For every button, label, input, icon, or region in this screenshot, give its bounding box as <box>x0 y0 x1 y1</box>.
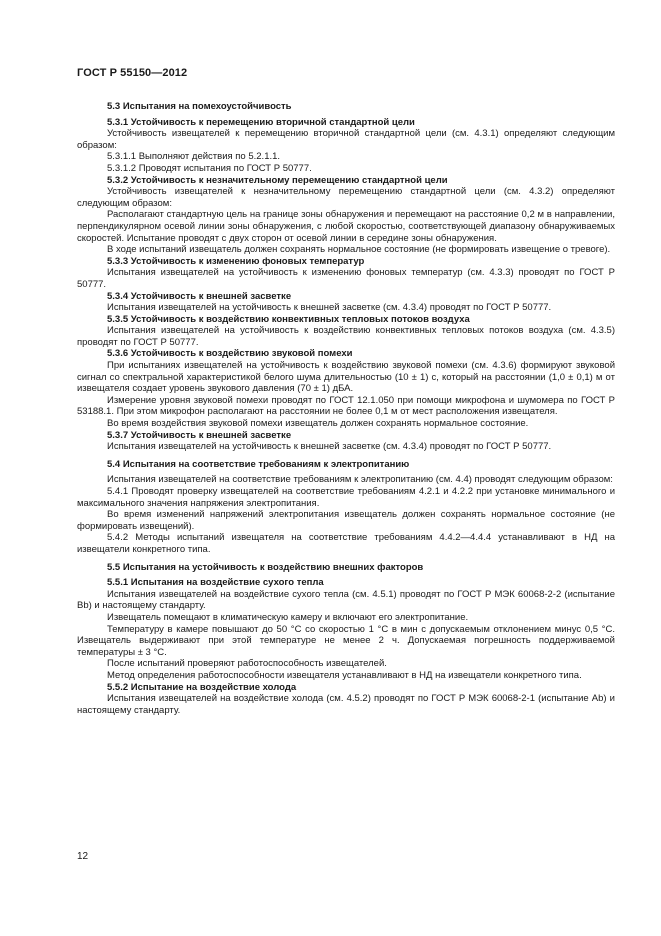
paragraph: Испытания извещателей на воздействие холода (см. 4.5.2) проводят по ГОСТ Р МЭК 60068-2-1 (испытание Ab) и настоящему стандарту. <box>77 693 615 716</box>
subsection-heading: 5.5.2 Испытание на воздействие холода <box>107 681 297 693</box>
list-item: 5.3.1.1 Выполняют действия по 5.2.1.1. <box>107 151 281 163</box>
paragraph: 5.4.2 Методы испытаний извещателя на соответствие требованиям 4.4.2—4.4.4 устанавливают в НД на извещатели конкретного типа. <box>77 532 615 555</box>
paragraph: Располагают стандартную цель на границе зоны обнаружения и перемещают на расстояние 0,2 м в направлении, перпендикулярном осевой линии зоны обнаружения, с любой скоростью, соответствующей диапазону обнаруживаемых скоростей. Испытание проводят с двух сторон от осевой линии в середине зоны обнаружения. <box>77 209 615 244</box>
paragraph: Температуру в камере повышают до 50 °С со скоростью 1 °С в мин с допускаемым отклонением минус 0,5 °С. Извещатель выдерживают при этой температуре не менее 2 ч. Допускаемая погрешность поддерживаемой температуры ± 3 °С. <box>77 623 615 658</box>
paragraph: В ходе испытаний извещатель должен сохранять нормальное состояние (не формировать извещение о тревоге). <box>107 244 611 256</box>
section-heading: 5.5 Испытания на устойчивость к воздействию внешних факторов <box>107 561 424 573</box>
subsection-heading: 5.3.6 Устойчивость к воздействию звуковой помехи <box>107 348 353 360</box>
paragraph: Испытания извещателей на устойчивость к внешней засветке (см. 4.3.4) проводят по ГОСТ Р 50777. <box>107 441 552 453</box>
paragraph: После испытаний проверяют работоспособность извещателей. <box>107 658 387 670</box>
paragraph: Метод определения работоспособности извещателя устанавливают в НД на извещатели конкретного типа. <box>107 669 582 681</box>
paragraph: Испытания извещателей на устойчивость к изменению фоновых температур (см. 4.3.3) проводят по ГОСТ Р 50777. <box>77 267 615 290</box>
section-heading: 5.4 Испытания на соответствие требованиям к электропитанию <box>107 458 410 470</box>
page-number: 12 <box>77 851 89 862</box>
section-heading: 5.3 Испытания на помехоустойчивость <box>107 101 292 112</box>
subsection-heading: 5.5.1 Испытания на воздействие сухого тепла <box>107 577 324 589</box>
paragraph: 5.4.1 Проводят проверку извещателей на соответствие требованиям 4.2.1 и 4.2.2 при установке минимального и максимального значения напряжения электропитания. <box>77 486 615 509</box>
subsection-heading: 5.3.1 Устойчивость к перемещению вторичной стандартной цели <box>107 116 415 128</box>
paragraph: Устойчивость извещателей к незначительному перемещению стандартной цели (см. 4.3.2) определяют следующим образом: <box>77 186 615 209</box>
paragraph: Устойчивость извещателей к перемещению вторичной стандартной цели (см. 4.3.1) определяют следующим образом: <box>77 128 615 151</box>
document-body <box>77 95 615 716</box>
paragraph: Испытания извещателей на соответствие требованиям к электропитанию (см. 4.4) проводят следующим образом: <box>107 474 613 486</box>
subsection-heading: 5.3.7 Устойчивость к внешней засветке <box>107 429 292 441</box>
paragraph: Испытания извещателей на устойчивость к внешней засветке (см. 4.3.4) проводят по ГОСТ Р 50777. <box>107 302 552 314</box>
paragraph: Измерение уровня звуковой помехи проводят по ГОСТ 12.1.050 при помощи микрофона и шумомера по ГОСТ Р 53188.1. При этом микрофон располагают на расстоянии не более 0,1 м от мест расположения извещателя. <box>77 394 615 418</box>
subsection-heading: 5.3.4 Устойчивость к внешней засветке <box>107 290 292 302</box>
subsection-heading: 5.3.2 Устойчивость к незначительному перемещению стандартной цели <box>107 174 448 186</box>
paragraph: Во время воздействия звуковой помехи извещатель должен сохранять нормальное состояние. <box>107 418 529 430</box>
paragraph: Извещатель помещают в климатическую камеру и включают его электропитание. <box>107 611 469 623</box>
subsection-heading: 5.3.3 Устойчивость к изменению фоновых температур <box>107 255 365 267</box>
document-header: ГОСТ Р 55150—2012 <box>77 67 188 79</box>
paragraph: При испытаниях извещателей на устойчивость к воздействию звуковой помехи (см. 4.3.6) формируют звуковой сигнал со спектральной характеристикой белого шума длительностью (10 ± 1) с, который на расстоянии (1,0 ± 0,1) м от извещателя создает уровень звукового давления (70 ± 1) дБА. <box>77 360 615 395</box>
subsection-heading: 5.3.5 Устойчивость к воздействию конвективных тепловых потоков воздуха <box>107 313 470 325</box>
paragraph: Испытания извещателей на воздействие сухого тепла (см. 4.5.1) проводят по ГОСТ Р МЭК 60068-2-2 (испытание Bb) и настоящему стандарту. <box>77 588 615 612</box>
paragraph: Испытания извещателей на устойчивость к воздействию конвективных тепловых потоков воздуха (см. 4.3.5) проводят по ГОСТ Р 50777. <box>77 325 615 348</box>
paragraph: Во время изменений напряжений электропитания извещатель должен сохранять нормальное состояние (не формировать извещений). <box>77 509 615 532</box>
list-item: 5.3.1.2 Проводят испытания по ГОСТ Р 50777. <box>107 162 312 174</box>
